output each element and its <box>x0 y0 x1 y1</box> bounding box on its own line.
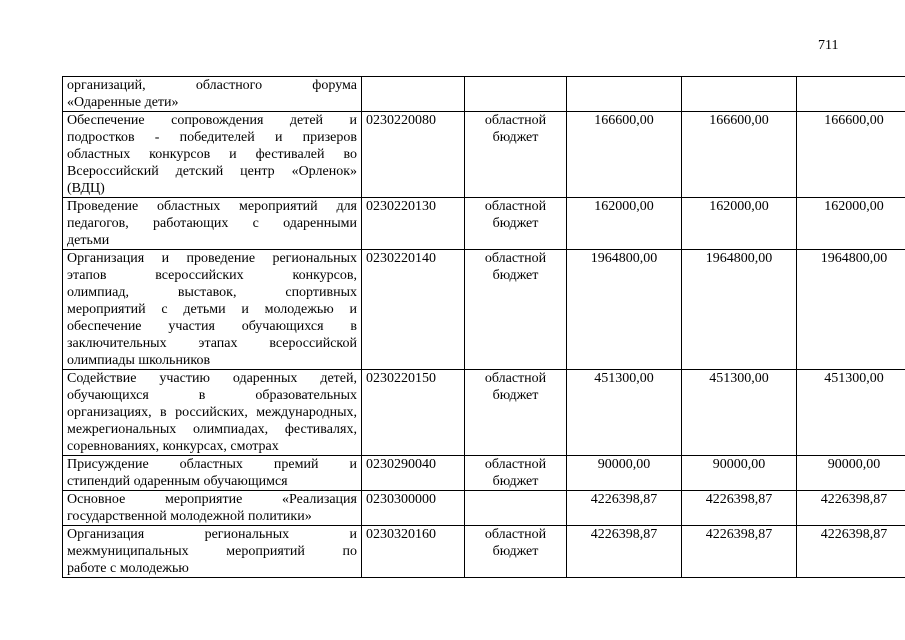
measure-name-cell <box>63 198 362 250</box>
measure-name-line: Присуждение областных премий и <box>67 457 357 472</box>
amount-year1-cell: 451300,00 <box>567 370 682 456</box>
amount-year1-cell: 1964800,00 <box>567 250 682 370</box>
amount-year1-cell <box>567 77 682 112</box>
amount-year1-cell: 4226398,87 <box>567 491 682 526</box>
funding-source-cell: областной бюджет <box>465 526 567 578</box>
amount-year3-cell: 451300,00 <box>797 370 905 456</box>
budget-table-body <box>63 77 905 578</box>
budget-code-cell: 0230220150 <box>362 370 465 456</box>
table-row <box>63 77 905 112</box>
measure-name-line: мероприятий с детьми и молодежью и <box>67 302 357 317</box>
measure-name-cell <box>63 491 362 526</box>
measure-name-line: Организация и проведение региональных <box>67 251 357 266</box>
funding-source-cell: областной бюджет <box>465 456 567 491</box>
measure-name-cell <box>63 370 362 456</box>
amount-year3-cell <box>797 77 905 112</box>
budget-table <box>62 76 905 578</box>
measure-name-line: (ВДЦ) <box>67 181 105 196</box>
measure-name-line: Всероссийский детский центр «Орленок» <box>67 164 357 179</box>
measure-name-line: государственной молодежной политики» <box>67 509 312 524</box>
amount-year2-cell: 4226398,87 <box>682 491 797 526</box>
funding-source-cell: областной бюджет <box>465 250 567 370</box>
amount-year3-cell: 166600,00 <box>797 112 905 198</box>
measure-name-line: Проведение областных мероприятий для <box>67 199 357 214</box>
measure-name-line: Основное мероприятие «Реализация <box>67 492 357 507</box>
measure-name-line: обучающихся в образовательных <box>67 388 357 403</box>
measure-name-line: детьми <box>67 233 110 248</box>
amount-year2-cell: 451300,00 <box>682 370 797 456</box>
measure-name-line: Организация региональных и <box>67 527 357 542</box>
measure-name-line: олимпиад, выставок, спортивных <box>67 285 357 300</box>
funding-source-cell: областной бюджет <box>465 370 567 456</box>
measure-name-cell <box>63 250 362 370</box>
amount-year1-cell: 166600,00 <box>567 112 682 198</box>
amount-year3-cell: 4226398,87 <box>797 491 905 526</box>
amount-year2-cell: 1964800,00 <box>682 250 797 370</box>
measure-name-line: «Одаренные дети» <box>67 95 179 110</box>
table-row <box>63 491 905 526</box>
measure-name-cell <box>63 112 362 198</box>
amount-year1-cell: 162000,00 <box>567 198 682 250</box>
funding-source-cell: областной бюджет <box>465 112 567 198</box>
amount-year2-cell: 162000,00 <box>682 198 797 250</box>
amount-year3-cell: 1964800,00 <box>797 250 905 370</box>
measure-name-line: обеспечение участия обучающихся в <box>67 319 357 334</box>
table-row <box>63 456 905 491</box>
amount-year3-cell: 4226398,87 <box>797 526 905 578</box>
measure-name-line: межмуниципальных мероприятий по <box>67 544 357 559</box>
amount-year1-cell: 4226398,87 <box>567 526 682 578</box>
measure-name-line: организаций, областного форума <box>67 78 357 93</box>
budget-code-cell: 0230220140 <box>362 250 465 370</box>
measure-name-line: этапов всероссийских конкурсов, <box>67 268 357 283</box>
funding-source-cell <box>465 491 567 526</box>
measure-name-line: Содействие участию одаренных детей, <box>67 371 357 386</box>
funding-source-cell: областной бюджет <box>465 198 567 250</box>
table-row <box>63 526 905 578</box>
measure-name-line: работе с молодежью <box>67 561 189 576</box>
measure-name-line: межрегиональных олимпиадах, фестивалях, <box>67 422 357 437</box>
table-row <box>63 112 905 198</box>
measure-name-line: заключительных этапах всероссийской <box>67 336 357 351</box>
measure-name-line: стипендий одаренным обучающимся <box>67 474 288 489</box>
measure-name-cell <box>63 77 362 112</box>
measure-name-cell <box>63 526 362 578</box>
amount-year1-cell: 90000,00 <box>567 456 682 491</box>
measure-name-cell <box>63 456 362 491</box>
budget-code-cell <box>362 77 465 112</box>
budget-code-cell: 0230300000 <box>362 491 465 526</box>
funding-source-cell <box>465 77 567 112</box>
amount-year2-cell: 4226398,87 <box>682 526 797 578</box>
budget-code-cell: 0230320160 <box>362 526 465 578</box>
page-number: 711 <box>818 38 839 53</box>
table-row <box>63 198 905 250</box>
amount-year2-cell: 90000,00 <box>682 456 797 491</box>
budget-code-cell: 0230290040 <box>362 456 465 491</box>
measure-name-line: областных конкурсов и фестивалей во <box>67 147 357 162</box>
measure-name-line: организациях, в российских, международных, <box>67 405 357 420</box>
amount-year3-cell: 162000,00 <box>797 198 905 250</box>
budget-code-cell: 0230220130 <box>362 198 465 250</box>
amount-year2-cell: 166600,00 <box>682 112 797 198</box>
budget-code-cell: 0230220080 <box>362 112 465 198</box>
amount-year2-cell <box>682 77 797 112</box>
measure-name-line: подростков - победителей и призеров <box>67 130 357 145</box>
amount-year3-cell: 90000,00 <box>797 456 905 491</box>
measure-name-line: Обеспечение сопровождения детей и <box>67 113 357 128</box>
table-row <box>63 370 905 456</box>
measure-name-line: соревнованиях, конкурсах, смотрах <box>67 439 279 454</box>
measure-name-line: олимпиады школьников <box>67 353 211 368</box>
measure-name-line: педагогов, работающих с одаренными <box>67 216 357 231</box>
table-row <box>63 250 905 370</box>
